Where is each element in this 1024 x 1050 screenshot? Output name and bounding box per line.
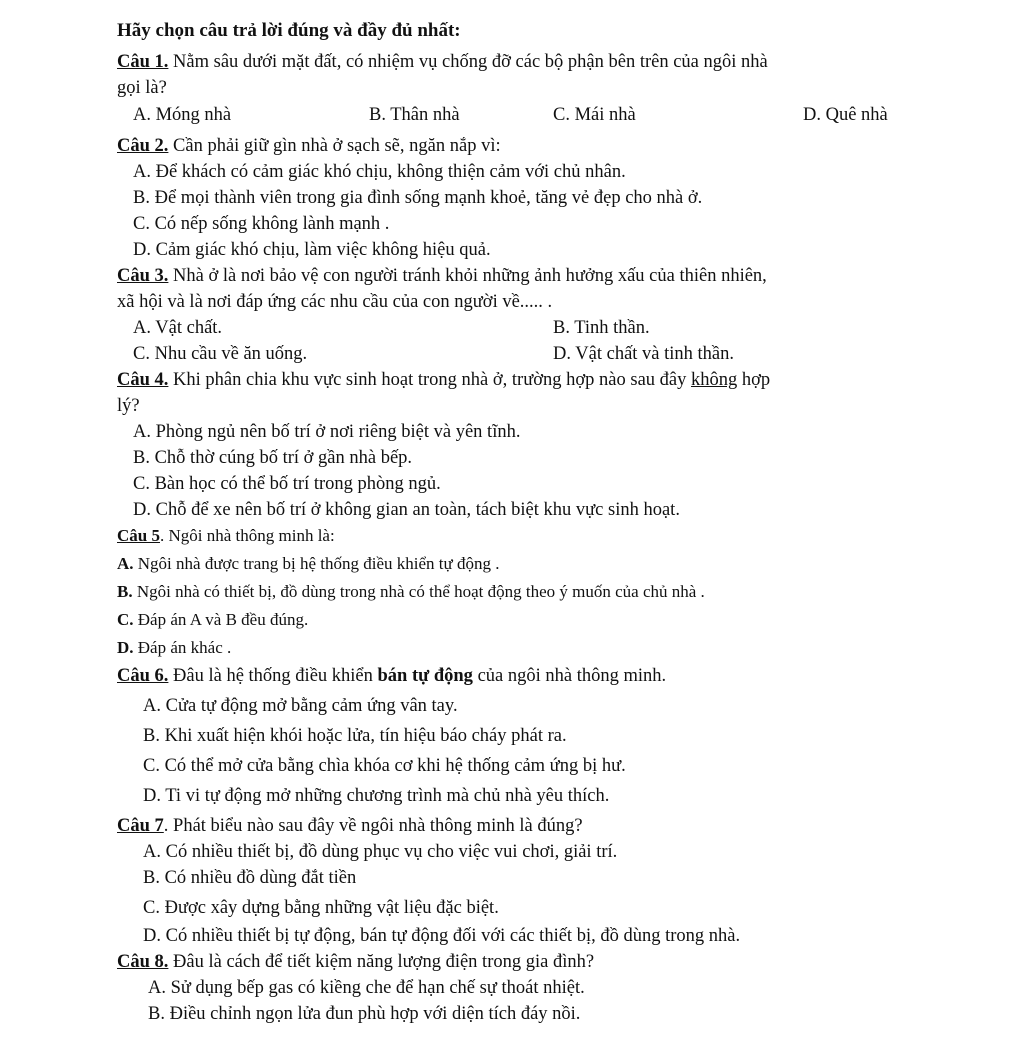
q4-option-d: D. Chỗ để xe nên bố trí ở không gian an toàn, tách biệt khu vực sinh hoạt.	[133, 500, 680, 520]
q7-option-a: A. Có nhiều thiết bị, đồ dùng phục vụ cho việc vui chơi, giải trí.	[143, 842, 618, 862]
question-1	[117, 50, 768, 74]
q2-option-b: B. Để mọi thành viên trong gia đình sống mạnh khoẻ, tăng vẻ đẹp cho nhà ở.	[133, 188, 703, 208]
question-7-label: Câu 7	[117, 816, 164, 836]
question-4-text-end: hợp	[737, 370, 771, 390]
question-4	[117, 368, 770, 392]
q6-option-a: A. Cửa tự động mở bằng cảm ứng vân tay.	[143, 696, 458, 716]
q7-option-b: B. Có nhiều đồ dùng đắt tiền	[143, 868, 357, 888]
q8-option-b: B. Điều chỉnh ngọn lửa đun phù hợp với diện tích đáy nồi.	[148, 1004, 581, 1024]
q2-option-d: D. Cảm giác khó chịu, làm việc không hiệu quả.	[133, 240, 491, 260]
q5-option-b	[117, 580, 705, 604]
question-4-text-cont: lý?	[117, 396, 140, 416]
question-5-text: . Ngôi nhà thông minh là:	[159, 526, 335, 545]
question-1-text-cont: gọi là?	[117, 78, 167, 98]
question-7	[117, 814, 583, 838]
q5-option-c	[117, 608, 308, 632]
question-1-text: Nằm sâu dưới mặt đất, có nhiệm vụ chống đỡ các bộ phận bên trên của ngôi nhà	[168, 52, 768, 72]
q1-option-a: A. Móng nhà	[133, 105, 232, 125]
question-7-text: . Phát biểu nào sau đây về ngôi nhà thông minh là đúng?	[163, 816, 583, 836]
q7-option-d: D. Có nhiều thiết bị tự động, bán tự động đối với các thiết bị, đồ dùng trong nhà.	[143, 926, 741, 946]
q6-option-c: C. Có thể mở cửa bằng chìa khóa cơ khi hệ thống cảm ứng bị hư.	[143, 756, 626, 776]
question-5-label: Câu 5	[117, 526, 160, 545]
q4-option-c: C. Bàn học có thể bố trí trong phòng ngủ.	[133, 474, 441, 494]
question-2-text: Cần phải giữ gìn nhà ở sạch sẽ, ngăn nắp vì:	[168, 136, 501, 156]
q3-option-c: C. Nhu cầu về ăn uống.	[133, 344, 308, 364]
q5-option-a	[117, 552, 499, 576]
q5-option-d-text: Đáp án khác .	[133, 638, 232, 657]
question-3-text: Nhà ở là nơi bảo vệ con người tránh khỏi những ảnh hưởng xấu của thiên nhiên,	[168, 266, 767, 286]
q5-option-d	[117, 636, 231, 660]
question-4-text: Khi phân chia khu vực sinh hoạt trong nhà ở, trường hợp nào sau đây	[168, 370, 692, 390]
question-6-text-end: của ngôi nhà thông minh.	[472, 666, 667, 686]
q3-option-d: D. Vật chất và tinh thần.	[553, 344, 735, 364]
question-5	[117, 524, 335, 548]
q2-option-a: A. Để khách có cảm giác khó chịu, không thiện cảm với chủ nhân.	[133, 162, 626, 182]
question-8-text: Đâu là cách để tiết kiệm năng lượng điện trong gia đình?	[168, 952, 595, 972]
q5-option-b-letter: B.	[117, 582, 133, 601]
q1-option-b: B. Thân nhà	[369, 105, 460, 125]
q3-option-b: B. Tinh thần.	[553, 318, 650, 338]
question-6-emphasis: bán tự động	[377, 666, 473, 686]
question-6-label: Câu 6.	[117, 666, 169, 686]
q6-option-b: B. Khi xuất hiện khói hoặc lửa, tín hiệu báo cháy phát ra.	[143, 726, 567, 746]
q7-option-c: C. Được xây dựng bằng những vật liệu đặc biệt.	[143, 898, 499, 918]
question-8	[117, 950, 594, 974]
q4-option-b: B. Chỗ thờ cúng bố trí ở gần nhà bếp.	[133, 448, 413, 468]
question-6	[117, 664, 666, 688]
q5-option-d-letter: D.	[117, 638, 134, 657]
question-4-label: Câu 4.	[117, 370, 169, 390]
q5-option-a-letter: A.	[117, 554, 134, 573]
q3-option-a: A. Vật chất.	[133, 318, 223, 338]
q5-option-b-text: Ngôi nhà có thiết bị, đồ dùng trong nhà có thể hoạt động theo ý muốn của chủ nhà .	[132, 582, 705, 601]
q1-option-d: D. Quê nhà	[803, 105, 888, 125]
question-6-text: Đâu là hệ thống điều khiển	[168, 666, 378, 686]
question-8-label: Câu 8.	[117, 952, 169, 972]
q6-option-d: D. Ti vi tự động mở những chương trình mà chủ nhà yêu thích.	[143, 786, 610, 806]
instruction-title: Hãy chọn câu trả lời đúng và đầy đủ nhất:	[117, 20, 461, 41]
q5-option-c-text: Đáp án A và B đều đúng.	[133, 610, 309, 629]
q2-option-c: C. Có nếp sống không lành mạnh .	[133, 214, 390, 234]
q5-option-c-letter: C.	[117, 610, 134, 629]
question-4-negation: không	[691, 370, 738, 390]
question-3-label: Câu 3.	[117, 266, 169, 286]
question-3	[117, 264, 767, 288]
q5-option-a-text: Ngôi nhà được trang bị hệ thống điều khiển tự động .	[133, 554, 500, 573]
q8-option-a: A. Sử dụng bếp gas có kiềng che để hạn chế sự thoát nhiệt.	[148, 978, 585, 998]
q4-option-a: A. Phòng ngủ nên bố trí ở nơi riêng biệt và yên tĩnh.	[133, 422, 521, 442]
question-1-label: Câu 1.	[117, 52, 169, 72]
question-2-label: Câu 2.	[117, 136, 169, 156]
question-2	[117, 134, 501, 158]
question-3-text-cont: xã hội và là nơi đáp ứng các nhu cầu của con người về..... .	[117, 292, 553, 312]
q1-option-c: C. Mái nhà	[553, 105, 636, 125]
